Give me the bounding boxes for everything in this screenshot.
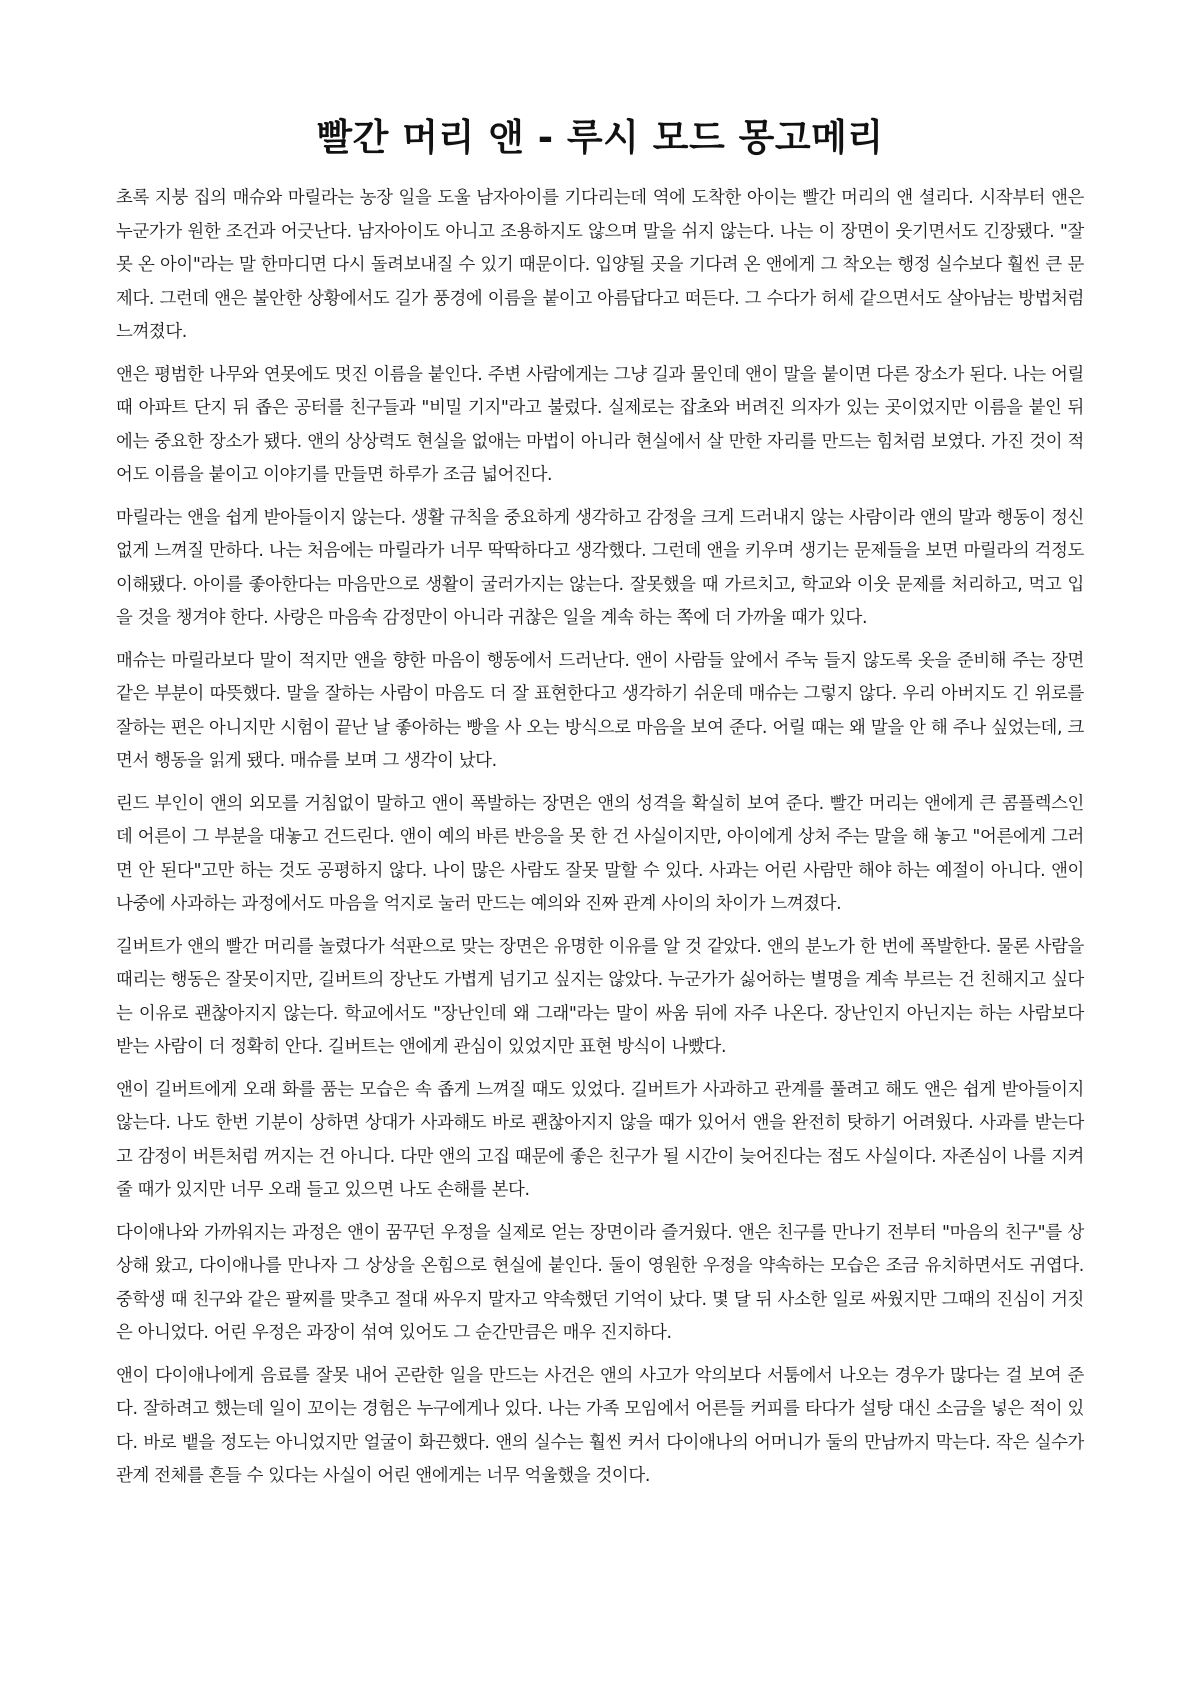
- document-title: 빨간 머리 앤 - 루시 모드 몽고메리: [316, 116, 884, 159]
- paragraph-5: 린드 부인이 앤의 외모를 거침없이 말하고 앤이 폭발하는 장면은 앤의 성격을 확실히 보여 준다. 빨간 머리는 앤에게 큰 콤플렉스인데 어른이 그 부분을 대놓고 건드린다. 앤이 예의 바른 반응을 못 한 건 사실이지만, 아이에게 상처 주는 말을 해 놓고 "어른에게 그러면 안 된다"고만 하는 것도 공평하지 않다. 나이 많은 사람도 잘못 말할 수 있다. 사과는 어린 사람만 해야 하는 예절이 아니다. 앤이 나중에 사과하는 과정에서도 마음을 억지로 눌러 만드는 예의와 진짜 관계 사이의 차이가 느껴졌다.: [116, 793, 1084, 914]
- paragraph-3: 마릴라는 앤을 쉽게 받아들이지 않는다. 생활 규칙을 중요하게 생각하고 감정을 크게 드러내지 않는 사람이라 앤의 말과 행동이 정신없게 느껴질 만하다. 나는 처음에는 마릴라가 너무 딱딱하다고 생각했다. 그런데 앤을 키우며 생기는 문제들을 보면 마릴라의 걱정도 이해됐다. 아이를 좋아한다는 마음만으로 생활이 굴러가지는 않는다. 잘못했을 때 가르치고, 학교와 이웃 문제를 처리하고, 먹고 입을 것을 챙겨야 한다. 사랑은 마음속 감정만이 아니라 귀찮은 일을 계속 하는 쪽에 더 가까울 때가 있다.: [116, 507, 1084, 628]
- paragraph-1: 초록 지붕 집의 매슈와 마릴라는 농장 일을 도울 남자아이를 기다리는데 역에 도착한 아이는 빨간 머리의 앤 셜리다. 시작부터 앤은 누군가가 원한 조건과 어긋난다. 남자아이도 아니고 조용하지도 않으며 말을 쉬지 않는다. 나는 이 장면이 웃기면서도 긴장됐다. "잘못 온 아이"라는 말 한마디면 다시 돌려보내질 수 있기 때문이다. 입양될 곳을 기다려 온 앤에게 그 착오는 행정 실수보다 훨씬 큰 문제다. 그런데 앤은 불안한 상황에서도 길가 풍경에 이름을 붙이고 아름답다고 떠든다. 그 수다가 허세 같으면서도 살아남는 방법처럼 느껴졌다.: [116, 188, 1084, 342]
- document-body: [116, 182, 1084, 1494]
- paragraph-2: 앤은 평범한 나무와 연못에도 멋진 이름을 붙인다. 주변 사람에게는 그냥 길과 물인데 앤이 말을 붙이면 다른 장소가 된다. 나는 어릴 때 아파트 단지 뒤 좁은 공터를 친구들과 "비밀 기지"라고 불렀다. 실제로는 잡초와 버려진 의자가 있는 곳이었지만 이름을 붙인 뒤에는 중요한 장소가 됐다. 앤의 상상력도 현실을 없애는 마법이 아니라 현실에서 살 만한 자리를 만드는 힘처럼 보였다. 가진 것이 적어도 이름을 붙이고 이야기를 만들면 하루가 조금 넓어진다.: [116, 364, 1084, 485]
- paragraph-8: 다이애나와 가까워지는 과정은 앤이 꿈꾸던 우정을 실제로 얻는 장면이라 즐거웠다. 앤은 친구를 만나기 전부터 "마음의 친구"를 상상해 왔고, 다이애나를 만나자 그 상상을 온힘으로 현실에 붙인다. 둘이 영원한 우정을 약속하는 모습은 조금 유치하면서도 귀엽다. 중학생 때 친구와 같은 팔찌를 맞추고 절대 싸우지 말자고 약속했던 기억이 났다. 몇 달 뒤 사소한 일로 싸웠지만 그때의 진심이 거짓은 아니었다. 어린 우정은 과장이 섞여 있어도 그 순간만큼은 매우 진지하다.: [116, 1222, 1084, 1343]
- paragraph-4: 매슈는 마릴라보다 말이 적지만 앤을 향한 마음이 행동에서 드러난다. 앤이 사람들 앞에서 주눅 들지 않도록 옷을 준비해 주는 장면 같은 부분이 따뜻했다. 말을 잘하는 사람이 마음도 더 잘 표현한다고 생각하기 쉬운데 매슈는 그렇지 않다. 우리 아버지도 긴 위로를 잘하는 편은 아니지만 시험이 끝난 날 좋아하는 빵을 사 오는 방식으로 마음을 보여 준다. 어릴 때는 왜 말을 안 해 주나 싶었는데, 크면서 행동을 읽게 됐다. 매슈를 보며 그 생각이 났다.: [116, 650, 1084, 771]
- paragraph-6: 길버트가 앤의 빨간 머리를 놀렸다가 석판으로 맞는 장면은 유명한 이유를 알 것 같았다. 앤의 분노가 한 번에 폭발한다. 물론 사람을 때리는 행동은 잘못이지만, 길버트의 장난도 가볍게 넘기고 싶지는 않았다. 누군가가 싫어하는 별명을 계속 부르는 건 친해지고 싶다는 이유로 괜찮아지지 않는다. 학교에서도 "장난인데 왜 그래"라는 말이 싸움 뒤에 자주 나온다. 장난인지 아닌지는 하는 사람보다 받는 사람이 더 정확히 안다. 길버트는 앤에게 관심이 있었지만 표현 방식이 나빴다.: [116, 936, 1084, 1057]
- paragraph-7: 앤이 길버트에게 오래 화를 품는 모습은 속 좁게 느껴질 때도 있었다. 길버트가 사과하고 관계를 풀려고 해도 앤은 쉽게 받아들이지 않는다. 나도 한번 기분이 상하면 상대가 사과해도 바로 괜찮아지지 않을 때가 있어서 앤을 완전히 탓하기 어려웠다. 사과를 받는다고 감정이 버튼처럼 꺼지는 건 아니다. 다만 앤의 고집 때문에 좋은 친구가 될 시간이 늦어진다는 점도 사실이다. 자존심이 나를 지켜 줄 때가 있지만 너무 오래 들고 있으면 나도 손해를 본다.: [116, 1079, 1084, 1200]
- paragraph-9: 앤이 다이애나에게 음료를 잘못 내어 곤란한 일을 만드는 사건은 앤의 사고가 악의보다 서툼에서 나오는 경우가 많다는 걸 보여 준다. 잘하려고 했는데 일이 꼬이는 경험은 누구에게나 있다. 나는 가족 모임에서 어른들 커피를 타다가 설탕 대신 소금을 넣은 적이 있다. 바로 뱉을 정도는 아니었지만 얼굴이 화끈했다. 앤의 실수는 훨씬 커서 다이애나의 어머니가 둘의 만남까지 막는다. 작은 실수가 관계 전체를 흔들 수 있다는 사실이 어린 앤에게는 너무 억울했을 것이다.: [116, 1365, 1084, 1486]
